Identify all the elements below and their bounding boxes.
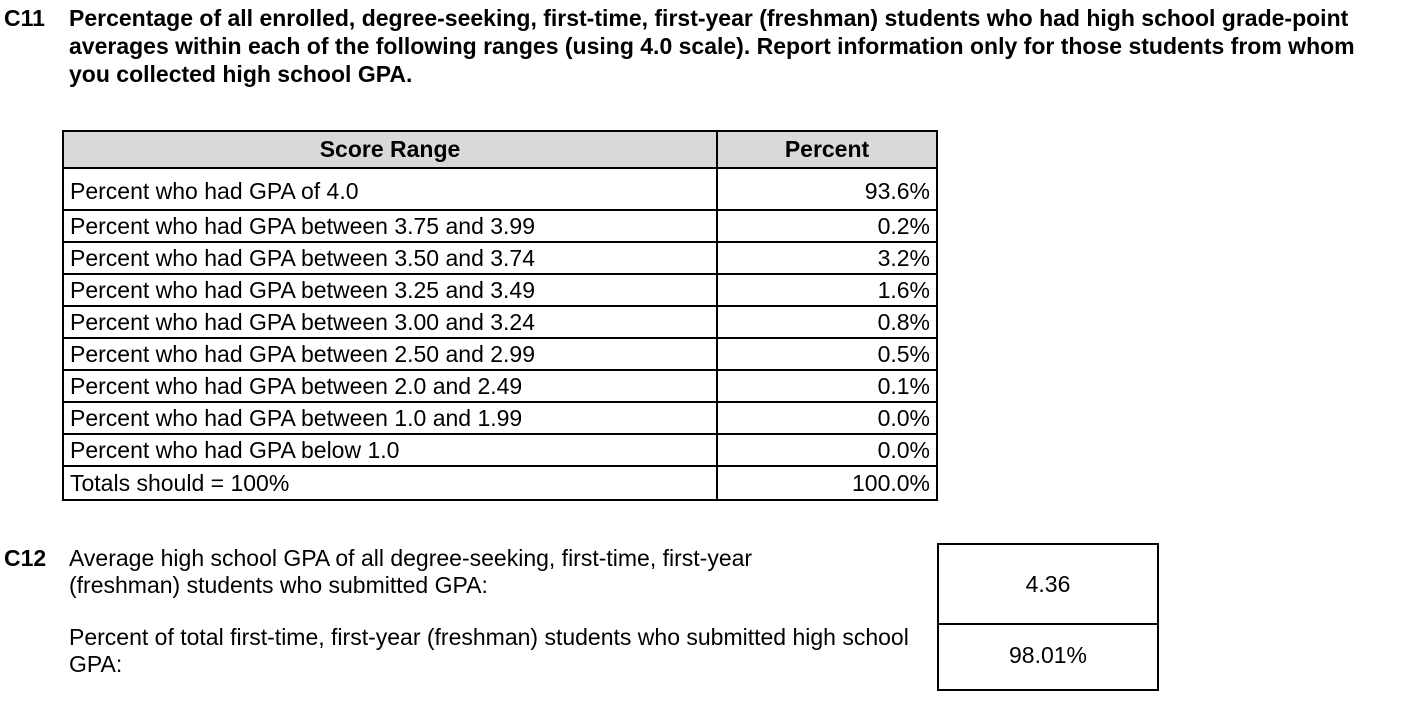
table-row bbox=[63, 434, 937, 466]
range-cell: Percent who had GPA between 2.50 and 2.99 bbox=[63, 338, 717, 370]
percent-cell: 0.2% bbox=[717, 210, 937, 242]
percent-cell: 3.2% bbox=[717, 242, 937, 274]
table-row bbox=[63, 338, 937, 370]
percent-cell: 0.1% bbox=[717, 370, 937, 402]
table-row bbox=[63, 168, 937, 210]
range-cell: Percent who had GPA between 2.0 and 2.49 bbox=[63, 370, 717, 402]
gpa-range-table bbox=[62, 130, 938, 501]
c12-id: C12 bbox=[4, 545, 47, 571]
c11-id: C11 bbox=[4, 5, 45, 31]
c12-pct-question: Percent of total first-time, first-year (freshman) students who submitted high school GPA: bbox=[69, 624, 909, 677]
table-row bbox=[63, 306, 937, 338]
range-cell: Percent who had GPA between 3.50 and 3.74 bbox=[63, 242, 717, 274]
pct-submitted-value-box: 98.01% bbox=[937, 621, 1159, 691]
avg-gpa-value-box: 4.36 bbox=[937, 543, 1159, 625]
header-score-range: Score Range bbox=[63, 131, 717, 168]
percent-cell: 93.6% bbox=[717, 168, 937, 210]
table-row bbox=[63, 402, 937, 434]
c12-avg-question: Average high school GPA of all degree-seeking, first-time, first-year (freshman) students who submitted GPA: bbox=[69, 545, 753, 598]
totals-value: 100.0% bbox=[717, 466, 937, 500]
table-row bbox=[63, 274, 937, 306]
range-cell: Percent who had GPA between 3.00 and 3.24 bbox=[63, 306, 717, 338]
range-cell: Percent who had GPA of 4.0 bbox=[63, 168, 717, 210]
header-percent: Percent bbox=[717, 131, 937, 168]
percent-cell: 0.8% bbox=[717, 306, 937, 338]
percent-cell: 1.6% bbox=[717, 274, 937, 306]
range-cell: Percent who had GPA between 1.0 and 1.99 bbox=[63, 402, 717, 434]
percent-cell: 0.5% bbox=[717, 338, 937, 370]
table-row bbox=[63, 210, 937, 242]
range-cell: Percent who had GPA between 3.25 and 3.49 bbox=[63, 274, 717, 306]
range-cell: Percent who had GPA below 1.0 bbox=[63, 434, 717, 466]
percent-cell: 0.0% bbox=[717, 434, 937, 466]
table-header-row bbox=[63, 131, 937, 168]
totals-label: Totals should = 100% bbox=[63, 466, 717, 500]
table-row bbox=[63, 242, 937, 274]
range-cell: Percent who had GPA between 3.75 and 3.99 bbox=[63, 210, 717, 242]
table-row bbox=[63, 370, 937, 402]
percent-cell: 0.0% bbox=[717, 402, 937, 434]
c11-question: Percentage of all enrolled, degree-seeking, first-time, first-year (freshman) students who had high school grade-point averages within each of the following ranges (using 4.0 scale). Report information only for those students from whom you collected high school GPA. bbox=[69, 5, 1355, 87]
totals-row bbox=[63, 466, 937, 500]
